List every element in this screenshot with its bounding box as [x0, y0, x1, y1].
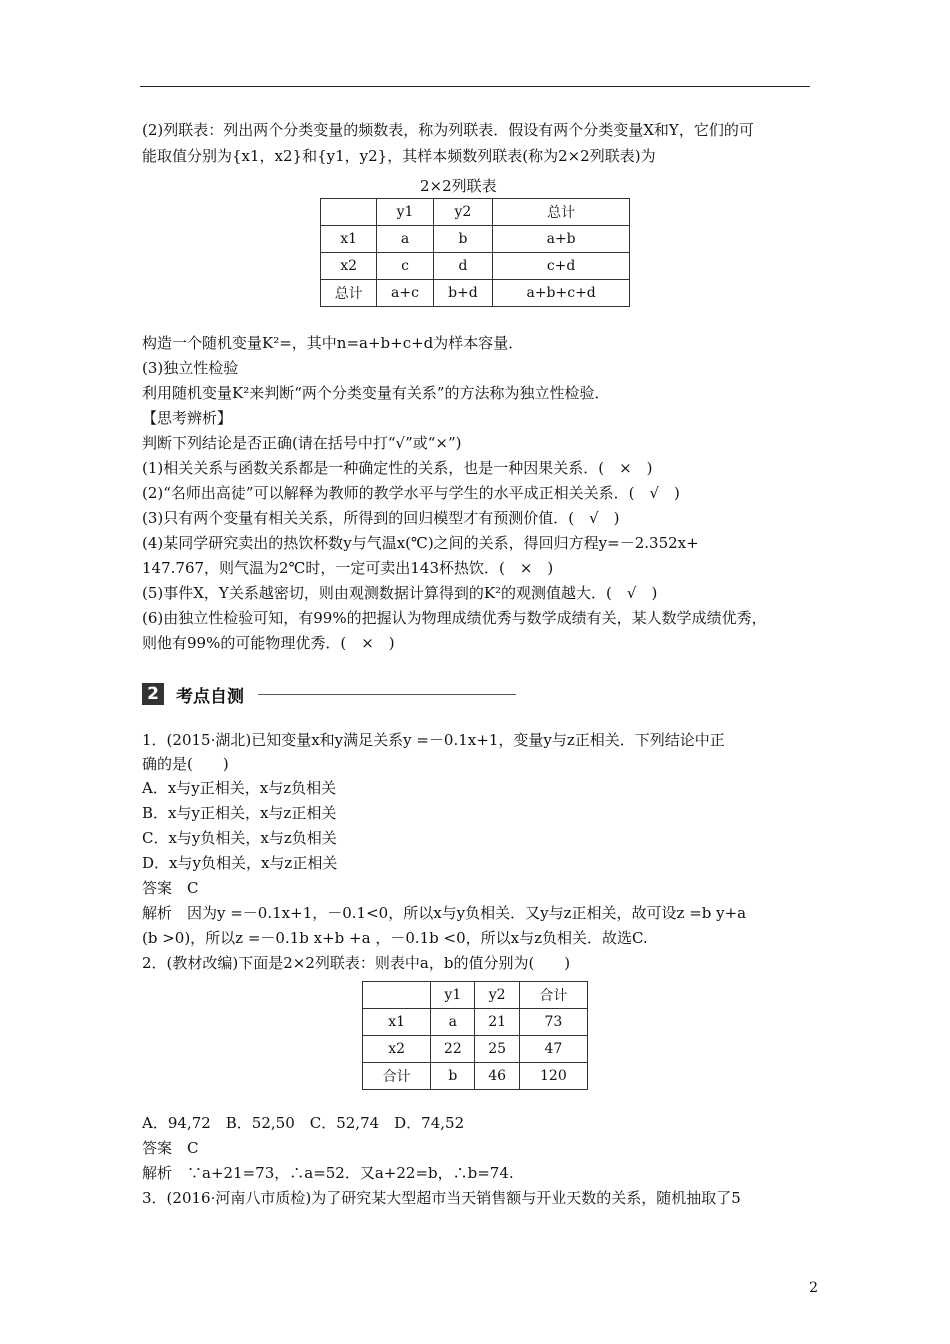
section-rule: [258, 694, 516, 695]
text-line: 判断下列结论是否正确(请在括号中打“√”或“×”): [142, 434, 462, 452]
text-line: 则他有99%的可能物理优秀．( × ): [142, 634, 395, 652]
text-line: 【思考辨析】: [142, 409, 233, 427]
text-line: D．x与y负相关，x与z正相关: [142, 854, 338, 872]
page-number: 2: [809, 1280, 818, 1296]
section-heading: [142, 682, 516, 706]
text-line: A．94,72 B．52,50 C．52,74 D．74,52: [142, 1114, 465, 1132]
header-rule: [140, 86, 810, 87]
section-number-badge: 2: [142, 683, 164, 705]
text-line: 能取值分别为{x1，x2}和{y1，y2}，其样本频数列联表(称为2×2列联表)为: [142, 147, 656, 165]
text-line: (4)某同学研究卖出的热饮杯数y与气温x(℃)之间的关系，得回归方程y=－2.352x+: [142, 534, 699, 552]
text-line: 构造一个随机变量K²=，其中n=a+b+c+d为样本容量．: [142, 334, 524, 352]
text-line: 147.767，则气温为2℃时，一定可卖出143杯热饮．( × ): [142, 559, 554, 577]
text-line: 1．(2015·湖北)已知变量x和y满足关系y =－0.1x+1，变量y与z正相关．下列结论中正: [142, 731, 725, 749]
text-line: 利用随机变量K²来判断“两个分类变量有关系”的方法称为独立性检验．: [142, 384, 610, 402]
text-line: B．x与y正相关，x与z正相关: [142, 804, 337, 822]
text-line: 3．(2016·河南八市质检)为了研究某大型超市当天销售额与开业天数的关系，随机抽取了5: [142, 1189, 741, 1207]
text-line: 确的是( ): [142, 755, 229, 773]
text-line: C．x与y负相关，x与z负相关: [142, 829, 337, 847]
text-line: 答案 C: [142, 879, 199, 897]
table1-caption: 2×2列联表: [420, 177, 497, 195]
text-line: (3)只有两个变量有相关关系，所得到的回归模型才有预测价值．( √ ): [142, 509, 620, 527]
contingency-table-numeric: y1 y2 合计 x1 a 21 73 x2 22 25 47 合计 b 46 120: [362, 981, 588, 1090]
text-line: (5)事件X，Y关系越密切，则由观测数据计算得到的K²的观测值越大．( √ ): [142, 584, 658, 602]
text-line: (1)相关关系与函数关系都是一种确定性的关系，也是一种因果关系．( × ): [142, 459, 653, 477]
text-line: (3)独立性检验: [142, 359, 239, 377]
text-line: (b >0)，所以z =－0.1b x+b +a ，－0.1b <0，所以x与z负相关．故选C.: [142, 929, 648, 947]
text-line: (2)“名师出高徒”可以解释为教师的教学水平与学生的水平成正相关关系．( √ ): [142, 484, 680, 502]
text-line: 答案 C: [142, 1139, 199, 1157]
text-line: (6)由独立性检验可知，有99%的把握认为物理成绩优秀与数学成绩有关，某人数学成绩优秀，: [142, 609, 767, 627]
text-line: (2)列联表：列出两个分类变量的频数表，称为列联表．假设有两个分类变量X和Y，它们的可: [142, 121, 754, 139]
text-line: 解析 因为y =－0.1x+1，－0.1<0，所以x与y负相关．又y与z正相关，故可设z =b y+a: [142, 904, 747, 922]
text-line: A．x与y正相关，x与z负相关: [142, 779, 337, 797]
section-title: 考点自测: [176, 686, 244, 707]
text-line: 2．(教材改编)下面是2×2列联表：则表中a，b的值分别为( ): [142, 954, 571, 972]
contingency-table-general: y1 y2 总计 x1 a b a+b x2 c d c+d 总计 a+c b+d a+b+c+d: [320, 198, 630, 307]
text-line: 解析 ∵a+21=73，∴a=52．又a+22=b，∴b=74.: [142, 1164, 514, 1182]
